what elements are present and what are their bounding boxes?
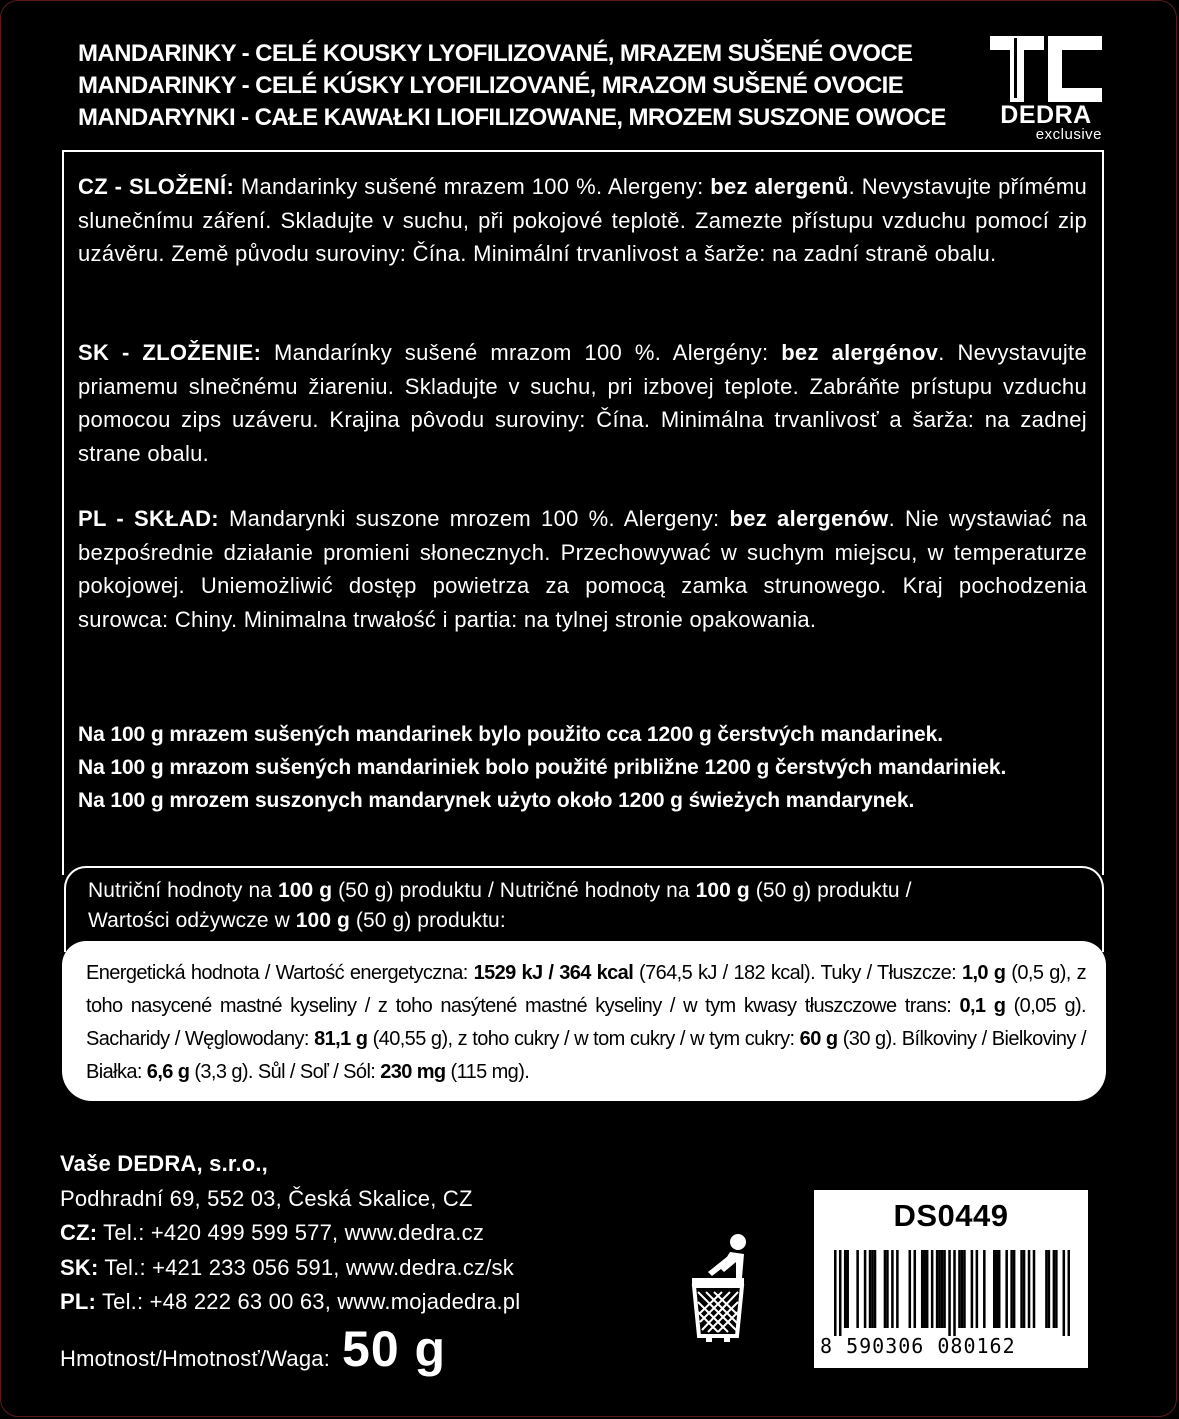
- composition-sk-allergens: bez alergénov: [781, 340, 939, 365]
- composition-pl-label: PL - SKŁAD:: [78, 506, 219, 531]
- nh-b1: 100 g: [277, 879, 333, 902]
- composition-cz-allergens: bez alergenů: [710, 174, 849, 199]
- protein-value: 6,6 g: [146, 1061, 190, 1083]
- nh-t4: Wartości odżywcze w: [88, 909, 296, 932]
- cz-contact: Tel.: +420 499 599 577, www.dedra.cz: [97, 1220, 485, 1245]
- fat-half: (0,5 g), z toho nasycené mastné kyseliny / z toho nasýtené mastné kyseliny / w tym kwasy tłuszczowe trans:: [86, 962, 1086, 1017]
- barcode-bar: [871, 1250, 874, 1328]
- barcode-bar: [926, 1250, 929, 1328]
- composition-pl-allergens: bez alergenów: [729, 506, 889, 531]
- brand-logo: [990, 36, 1108, 143]
- barcode-bar: [971, 1250, 974, 1328]
- barcode-bar: [846, 1250, 849, 1328]
- company-address: Podhradní 69, 552 03, Česká Skalice, CZ: [60, 1185, 473, 1211]
- composition-cz-label: CZ - SLOŽENÍ:: [78, 174, 235, 199]
- nh-t3: (50 g) produktu /: [749, 879, 912, 902]
- barcode-bar: [874, 1250, 877, 1328]
- fresh-sk: Na 100 g mrazom sušených mandariniek bolo použité približne 1200 g čerstvých mandariniek.: [78, 756, 1007, 779]
- composition-sk-text1: Mandarínky sušené mrazom 100 %. Alergény:: [261, 340, 782, 365]
- barcode-bar: [856, 1250, 859, 1328]
- barcode-bar: [839, 1250, 842, 1336]
- energy-value: 1529 kJ / 364 kcal: [473, 962, 634, 984]
- barcode-bar: [1055, 1250, 1058, 1328]
- barcode-bar: [1013, 1250, 1016, 1328]
- sugar-value: 60 g: [799, 1028, 838, 1050]
- composition-pl-text1: Mandarynki suszone mrozem 100 %. Alergeny:: [218, 506, 730, 531]
- title-cz: MANDARINKY - CELÉ KOUSKY LYOFILIZOVANÉ, MRAZEM SUŠENÉ OVOCE: [78, 40, 913, 67]
- sk-label: SK:: [60, 1254, 99, 1280]
- barcode-bar: [948, 1250, 951, 1336]
- barcode-bar: [936, 1250, 939, 1328]
- nh-t2: (50 g) produktu / Nutričné hodnoty na: [332, 879, 696, 902]
- barcode-bar: [938, 1250, 941, 1328]
- barcode-bar: [1033, 1250, 1036, 1328]
- barcode-bar: [961, 1250, 964, 1328]
- barcode-bar: [1005, 1250, 1008, 1328]
- barcode-bar: [958, 1250, 961, 1328]
- nutrition-values: [86, 957, 1086, 1089]
- composition-pl: [78, 502, 1087, 636]
- barcode-bar: [995, 1250, 998, 1328]
- barcode-bar: [976, 1250, 979, 1328]
- barcode-bar: [909, 1250, 912, 1328]
- cz-label: CZ:: [60, 1220, 98, 1245]
- barcode-bar: [1023, 1250, 1026, 1328]
- nh-b3: 100 g: [295, 909, 350, 932]
- barcode-bar: [1028, 1250, 1031, 1328]
- fresh-pl: Na 100 g mrozem suszonych mandarynek użyto około 1200 g świeżych mandarynek.: [78, 789, 915, 812]
- barcode-bar: [844, 1250, 847, 1328]
- title-pl: MANDARYNKI - CAŁE KAWAŁKI LIOFILIZOWANE, MROZEM SUSZONE OWOCE: [78, 104, 946, 131]
- dedra-logo-icon: [990, 36, 1102, 102]
- fat-value: 1,0 g: [961, 962, 1006, 984]
- energy-label: Energetická hodnota / Wartość energetyczna:: [86, 962, 474, 984]
- composition-cz-text1: Mandarinky sušené mrazem 100 %. Alergeny:: [234, 174, 711, 199]
- weight-label: Hmotnost/Hmotnosť/Waga:: [60, 1346, 331, 1371]
- barcode-bar: [921, 1250, 924, 1328]
- nh-t5: (50 g) produktu:: [349, 909, 506, 932]
- barcode-bar: [993, 1250, 996, 1328]
- barcode-bar: [891, 1250, 894, 1328]
- net-weight: [60, 1320, 446, 1378]
- carb-value: 81,1 g: [314, 1028, 368, 1050]
- barcode-bar: [1020, 1250, 1023, 1328]
- nh-b2: 100 g: [695, 879, 750, 902]
- nutrition-box: [62, 941, 1106, 1101]
- barcode-bar: [941, 1250, 944, 1328]
- product-code: DS0449: [893, 1198, 1009, 1233]
- ean-digits: [820, 1334, 1084, 1358]
- barcode-box: [814, 1190, 1088, 1368]
- barcode-bar: [884, 1250, 887, 1328]
- fresh-cz: Na 100 g mrazem sušených mandarinek bylo použito cca 1200 g čerstvých mandarinek.: [78, 723, 943, 746]
- barcode-bar: [953, 1250, 956, 1336]
- salt-value: 230 mg: [380, 1061, 446, 1083]
- brand-sub: exclusive: [1035, 126, 1102, 143]
- fresh-fruit-note: [78, 718, 1098, 817]
- saturated-half: (0,05 g). Sacharidy / Węglowodany:: [86, 995, 1086, 1050]
- salt-half: (115 mg).: [445, 1061, 530, 1083]
- protein-half: (3,3 g). Sůl / Soľ / Sól:: [189, 1061, 381, 1083]
- composition-sk-text2: . Nevystavujte priamemu slnečnému žiareniu. Skladujte v suchu, pri izbovej teplote. Zabráňte prístupu vzduchu pomocou zips uzáveru. Krajina pôvodu suroviny: Čína. Minimálna trvanlivosť a šarža: na zadnej strane obalu.: [78, 340, 1087, 466]
- barcode-bar: [1053, 1250, 1056, 1328]
- barcode-bar: [931, 1250, 934, 1328]
- barcode-bar: [913, 1250, 916, 1328]
- barcode-bar: [869, 1250, 872, 1328]
- carb-half: (40,55 g), z toho cukry / w tom cukry / w tym cukry:: [367, 1028, 800, 1050]
- composition-sk-label: SK - ZLOŽENIE:: [78, 340, 262, 365]
- company-info: [60, 1147, 680, 1320]
- brand-name: DEDRA: [1000, 101, 1092, 129]
- barcode-bar: [886, 1250, 889, 1328]
- composition-cz-text2: . Nevystavujte přímému slunečnímu záření. Skladujte v suchu, při pokojové teplotě. Zamezte přístupu vzduchu pomocí zip uzávěru. Země původu suroviny: Čína. Minimální trvanlivost a šarže: na zadní straně obalu.: [78, 174, 1087, 266]
- product-titles: [78, 38, 978, 134]
- composition-cz: [78, 170, 1087, 271]
- barcode-bar: [963, 1250, 966, 1328]
- barcode-bar: [1068, 1250, 1070, 1336]
- nh-t1: Nutriční hodnoty na: [88, 879, 278, 902]
- barcode-bar: [1045, 1250, 1048, 1328]
- barcode-bars: [834, 1250, 1070, 1336]
- trash-bin-icon: [684, 1232, 764, 1342]
- composition-sk: [78, 336, 1087, 470]
- saturated-value: 0,1 g: [959, 995, 1006, 1017]
- nutrition-header: [88, 876, 1098, 936]
- barcode-bar: [1010, 1250, 1013, 1328]
- barcode-bar: [983, 1250, 986, 1328]
- barcode-bar: [943, 1250, 946, 1328]
- title-sk: MANDARINKY - CELÉ KÚSKY LYOFILIZOVANÉ, MRAZOM SUŠENÉ OVOCIE: [78, 72, 904, 99]
- barcode-bar: [896, 1250, 899, 1328]
- energy-half: (764,5 kJ / 182 kcal). Tuky / Tłuszcze:: [633, 962, 962, 984]
- barcode-bar: [923, 1250, 926, 1328]
- sk-contact: Tel.: +421 233 056 591, www.dedra.cz/sk: [98, 1254, 514, 1280]
- composition-pl-text2: . Nie wystawiać na bezpośrednie działanie promieni słonecznych. Przechowywać w suchym miejscu, w temperaturze pokojowej. Uniemożliwić dostęp powietrza za pomocą zamka strunowego. Kraj pochodzenia surowca: Chiny. Minimalna trwałość i partia: na tylnej stronie opakowania.: [78, 506, 1088, 632]
- barcode-bar: [1048, 1250, 1051, 1328]
- weight-value: 50 g: [342, 1321, 447, 1377]
- ean-digit-first: 8 590306 080162: [820, 1334, 1016, 1358]
- pl-contact: Tel.: +48 222 63 00 63, www.mojadedra.pl: [96, 1289, 521, 1314]
- barcode-bar: [998, 1250, 1001, 1328]
- company-name: Vaše DEDRA, s.r.o.,: [60, 1151, 268, 1176]
- sugar-half: (30 g). Bílkoviny / Bielkoviny / Białka:: [86, 1028, 1086, 1083]
- barcode-bar: [864, 1250, 867, 1328]
- barcode-bar: [834, 1250, 837, 1336]
- barcode-bar: [1063, 1250, 1066, 1336]
- pl-label: PL:: [60, 1289, 97, 1314]
